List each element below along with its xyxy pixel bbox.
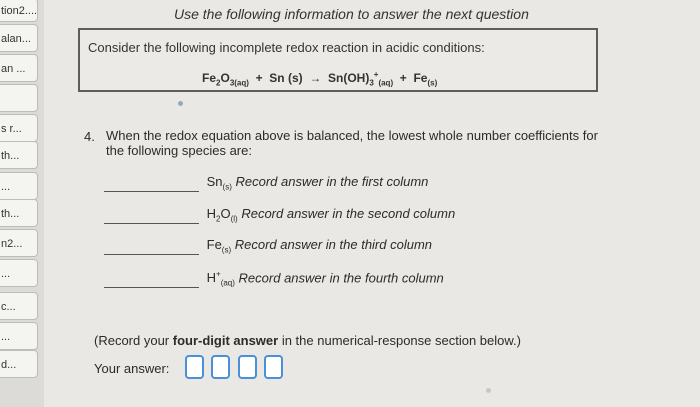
answer-digit-1[interactable] <box>185 355 204 379</box>
decorative-dot <box>178 101 183 106</box>
answer-digit-3[interactable] <box>238 355 257 379</box>
species-label: $H^+_{(aq)}$ <box>206 270 235 288</box>
answer-row-4 <box>104 270 444 288</box>
question-text: When the redox equation above is balanced, the lowest whole number coefficients for the following species are: <box>106 128 598 158</box>
question-page <box>52 0 700 407</box>
sidebar-item-7[interactable]: ... <box>0 172 38 200</box>
your-answer-label: Your answer: <box>94 361 170 376</box>
answer-blank <box>104 178 199 192</box>
sidebar-item-12[interactable]: ... <box>0 322 38 350</box>
answer-blank <box>104 241 199 255</box>
numerical-response-note: (Record your four-digit answer in the numerical-response section below.) <box>94 333 521 348</box>
sidebar-item-10[interactable]: ... <box>0 259 38 287</box>
sidebar-item-8[interactable]: th... <box>0 199 38 227</box>
information-box <box>78 28 598 92</box>
sidebar-item-6[interactable]: th... <box>0 141 38 169</box>
row-instruction: Record answer in the fourth column <box>238 270 444 286</box>
species-label: $Sn_{(s)}$ <box>206 174 232 192</box>
sidebar-item-2[interactable]: alan... <box>0 24 38 52</box>
species-label: $H_2O_{(l)}$ <box>206 206 238 224</box>
answer-digit-4[interactable] <box>264 355 283 379</box>
sidebar-item-3[interactable]: an ... <box>0 54 38 82</box>
decorative-dot <box>486 388 491 393</box>
answer-blank <box>104 210 199 224</box>
answer-blank <box>104 274 199 288</box>
answer-row-2 <box>104 206 455 224</box>
reaction-arrow: → <box>309 71 322 85</box>
instructions-heading: Use the following information to answer the next question <box>174 6 529 22</box>
sidebar-item-4[interactable] <box>0 84 38 112</box>
sidebar-item-13[interactable]: d... <box>0 350 38 378</box>
sidebar-item-9[interactable]: n2... <box>0 229 38 257</box>
redox-equation: $Fe_2O_{3(aq)} + Sn$ $(s) \to Sn(OH)_3^+_{(aq)} + Fe_{(s)}$ <box>202 70 438 88</box>
row-instruction: Record answer in the first column <box>235 174 429 189</box>
numerical-response-boxes <box>185 355 286 384</box>
question-number: 4. <box>84 129 95 144</box>
row-instruction: Record answer in the third column <box>234 237 433 252</box>
sidebar-item-5[interactable]: s r... <box>0 114 38 142</box>
answer-row-3 <box>104 237 432 255</box>
information-text: Consider the following incomplete redox reaction in acidic conditions: <box>88 40 485 55</box>
species-label: $Fe_{(s)}$ <box>206 237 232 255</box>
sidebar-item-11[interactable]: c... <box>0 292 38 320</box>
row-instruction: Record answer in the second column <box>241 206 456 221</box>
answer-row-1 <box>104 174 428 192</box>
question-sidebar <box>0 0 44 407</box>
sidebar-item-1[interactable]: tion2.... <box>0 0 38 22</box>
answer-digit-2[interactable] <box>211 355 230 379</box>
